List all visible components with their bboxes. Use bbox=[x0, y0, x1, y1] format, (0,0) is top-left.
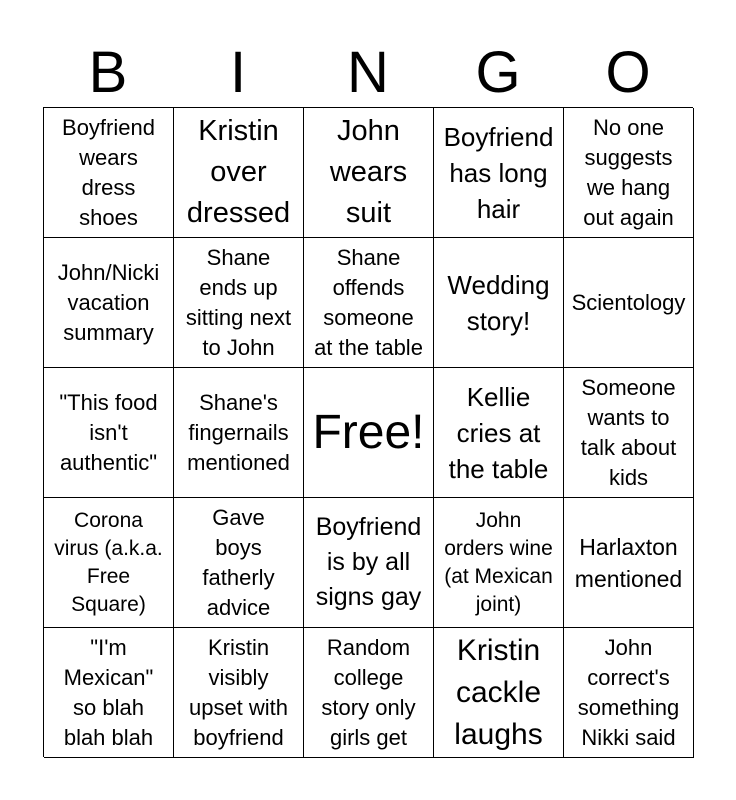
free-space-text: Free! bbox=[312, 405, 425, 459]
cell-text: Gave boys fatherly advice bbox=[202, 504, 275, 620]
bingo-cell[interactable] bbox=[434, 238, 564, 368]
cell-text: Boyfriend is by all signs gay bbox=[315, 513, 422, 611]
cell-text: Harlaxton mentioned bbox=[574, 533, 683, 592]
bingo-cell[interactable] bbox=[174, 108, 304, 238]
bingo-cell[interactable] bbox=[44, 628, 174, 758]
cell-text: Random college story only girls get bbox=[321, 634, 416, 750]
bingo-card bbox=[43, 107, 693, 757]
header-letter-n: N bbox=[347, 40, 389, 105]
cell-text: No one suggests we hang out again bbox=[583, 114, 674, 230]
cell-text: John correct's something Nikki said bbox=[577, 634, 680, 750]
bingo-cell[interactable] bbox=[434, 498, 564, 628]
bingo-cell[interactable] bbox=[564, 368, 694, 498]
bingo-cell[interactable] bbox=[44, 108, 174, 238]
bingo-cell[interactable] bbox=[304, 108, 434, 238]
cell-text: Boyfriend has long hair bbox=[443, 121, 554, 224]
bingo-cell[interactable] bbox=[434, 368, 564, 498]
bingo-cell[interactable] bbox=[304, 238, 434, 368]
bingo-cell[interactable] bbox=[174, 368, 304, 498]
cell-text: Shane's fingernails mentioned bbox=[187, 389, 290, 475]
header-letter-o: O bbox=[605, 40, 651, 105]
bingo-cell[interactable] bbox=[174, 628, 304, 758]
bingo-cell[interactable] bbox=[44, 368, 174, 498]
cell-text: Boyfriend wears dress shoes bbox=[62, 114, 155, 230]
bingo-cell[interactable] bbox=[174, 238, 304, 368]
bingo-cell[interactable] bbox=[434, 628, 564, 758]
bingo-cell[interactable] bbox=[564, 628, 694, 758]
cell-text: Shane offends someone at the table bbox=[314, 244, 423, 360]
bingo-cell[interactable] bbox=[174, 498, 304, 628]
cell-text: Kristin visibly upset with boyfriend bbox=[188, 634, 289, 750]
bingo-cell[interactable] bbox=[44, 498, 174, 628]
bingo-header bbox=[43, 40, 693, 106]
free-space[interactable] bbox=[304, 368, 434, 498]
cell-text: John/Nicki vacation summary bbox=[57, 259, 160, 345]
cell-text: Kristin over dressed bbox=[186, 115, 291, 229]
bingo-cell[interactable] bbox=[44, 238, 174, 368]
bingo-cell[interactable] bbox=[564, 108, 694, 238]
cell-text: Kellie cries at the table bbox=[448, 381, 549, 484]
bingo-cell[interactable] bbox=[564, 238, 694, 368]
cell-text: Scientology bbox=[571, 289, 686, 315]
cell-text: Corona virus (a.k.a. Free Square) bbox=[54, 508, 163, 616]
bingo-cell[interactable] bbox=[564, 498, 694, 628]
header-letter-g: G bbox=[475, 40, 521, 105]
cell-text: "I'm Mexican" so blah blah blah bbox=[63, 634, 154, 750]
cell-text: "This food isn't authentic" bbox=[59, 389, 158, 475]
cell-text: John orders wine (at Mexican joint) bbox=[444, 508, 553, 616]
header-letter-i: I bbox=[229, 40, 247, 105]
bingo-cell[interactable] bbox=[304, 498, 434, 628]
cell-text: Wedding story! bbox=[447, 269, 550, 336]
bingo-cell[interactable] bbox=[434, 108, 564, 238]
cell-text: John wears suit bbox=[329, 115, 408, 229]
cell-text: Kristin cackle laughs bbox=[454, 633, 543, 751]
bingo-cell[interactable] bbox=[304, 628, 434, 758]
cell-text: Shane ends up sitting next to John bbox=[185, 244, 292, 360]
header-letter-b: B bbox=[88, 40, 128, 105]
cell-text: Someone wants to talk about kids bbox=[580, 374, 677, 490]
